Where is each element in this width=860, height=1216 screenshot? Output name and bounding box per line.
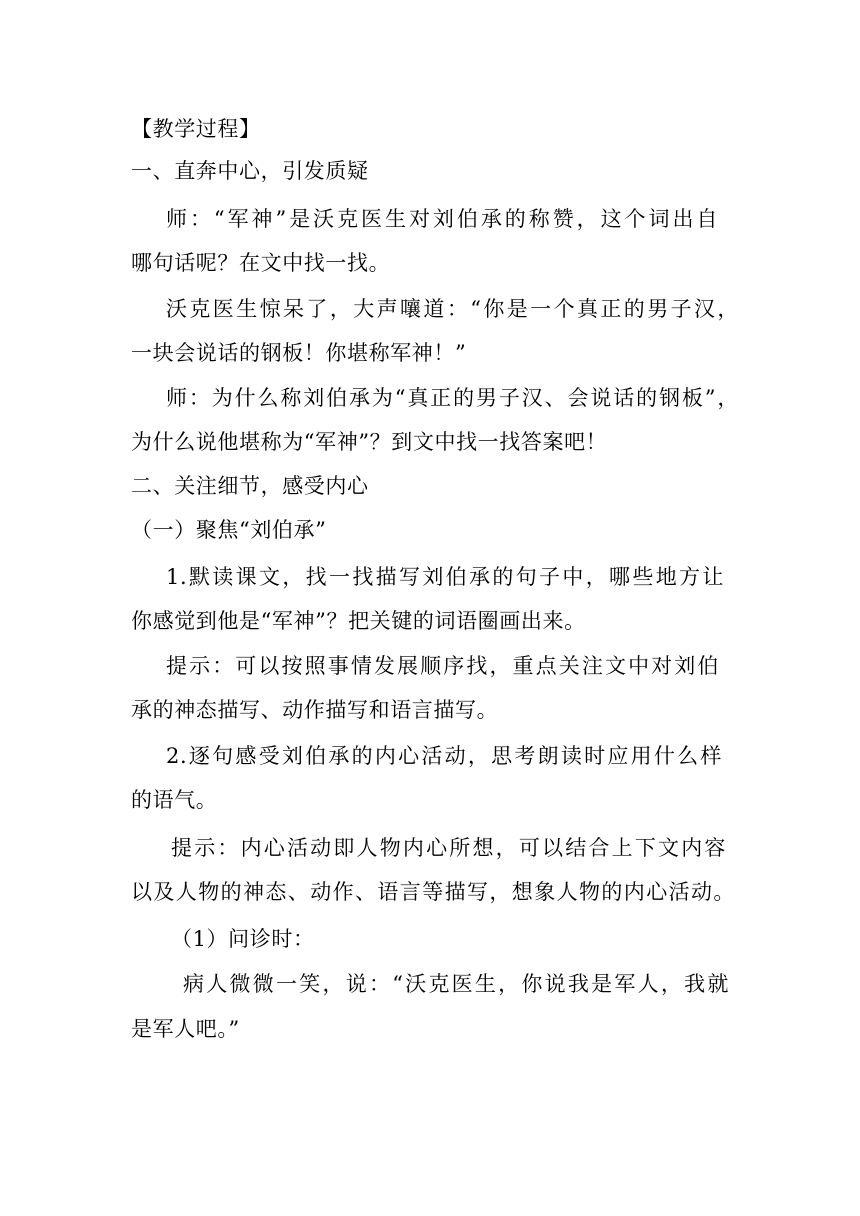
paragraph-line: 的语气。 [131,788,218,812]
paragraph-line: 哪句话呢？在文中找一找。 [131,251,391,275]
paragraph-line: 一块会说话的钢板！你堪称军神！” [131,341,467,365]
paragraph-line: 你感觉到他是“军神”？把关键的词语圈画出来。 [131,609,586,633]
section-heading-teaching-process: 【教学过程】 [131,117,261,141]
paragraph-line: 提示：内心活动即人物内心所想，可以结合上下文内容 [171,836,726,860]
paragraph-line: 是军人吧。” [131,1017,240,1041]
paragraph-line: 1.默读课文，找一找描写刘伯承的句子中，哪些地方让 [166,565,724,589]
paragraph-line: 2.逐句感受刘伯承的内心活动，思考朗读时应用什么样 [166,744,722,768]
paragraph-line: 沃克医生惊呆了，大声嚷道：“你是一个真正的男子汉， [166,297,739,321]
paragraph-line: 师：“军神”是沃克医生对刘伯承的称赞，这个词出自 [166,207,718,231]
paragraph-line: 病人微微一笑，说：“沃克医生，你说我是军人，我就 [183,972,729,996]
paragraph-line: 师：为什么称刘伯承为“真正的男子汉、会说话的钢板”， [166,386,739,410]
section-heading-2: 二、关注细节，感受内心 [131,474,369,498]
paragraph-line: 承的神态描写、动作描写和语言描写。 [131,698,499,722]
paragraph-line: 以及人物的神态、动作、语言等描写，想象人物的内心活动。 [131,880,735,904]
paragraph-line: 提示：可以按照事情发展顺序找，重点关注文中对刘伯 [166,654,719,678]
section-heading-1: 一、直奔中心，引发质疑 [131,159,369,183]
subsection-heading: （一）聚焦“刘伯承” [131,518,327,542]
subsection-heading: （1）问诊时： [171,927,315,951]
paragraph-line: 为什么说他堪称为“军神”？到文中找一找答案吧！ [131,430,608,454]
